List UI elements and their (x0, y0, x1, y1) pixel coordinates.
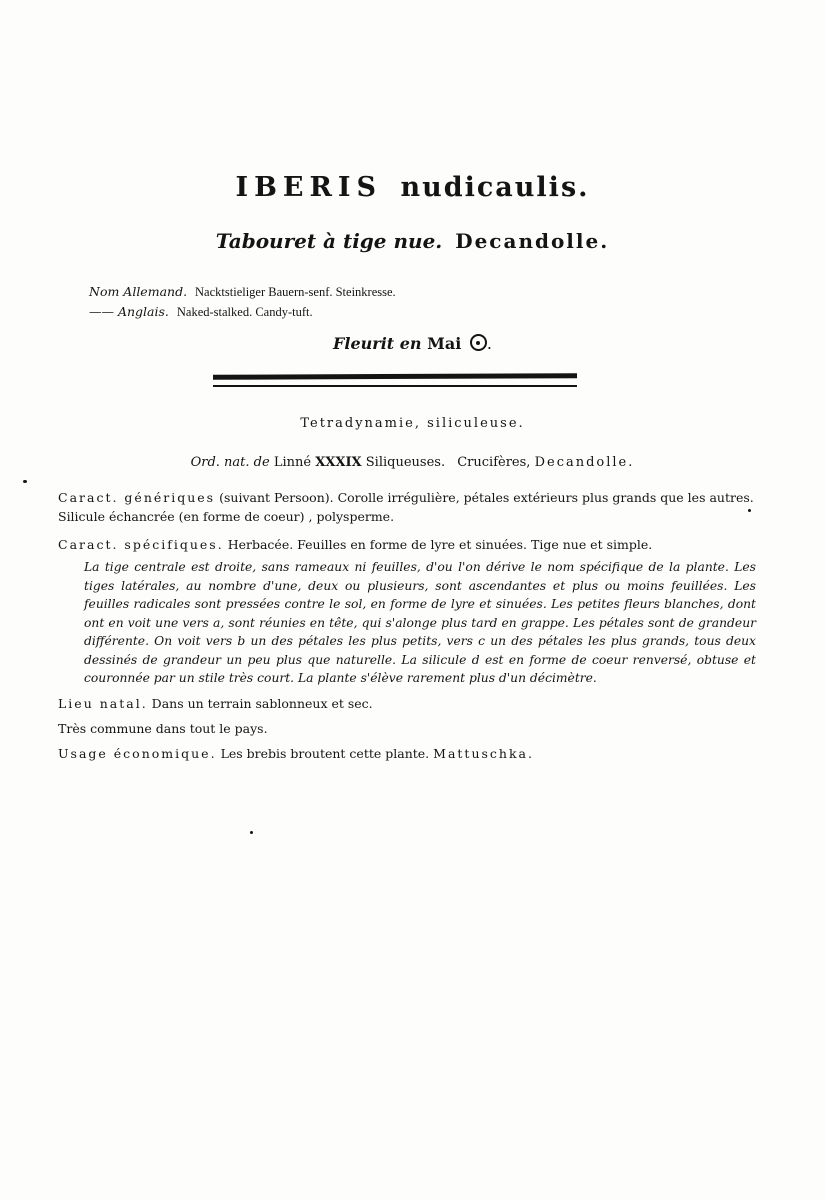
flowering-month: Mai (427, 334, 462, 353)
flowering-end: . (486, 334, 492, 353)
usage-author: Mattuschka. (433, 745, 534, 761)
order-linne: Linné (273, 455, 312, 470)
french-name: Tabouret à tige nue. (215, 229, 443, 253)
species-title (0, 172, 825, 203)
ink-speck (250, 831, 253, 834)
linnaean-class: Tetradynamie, siliculeuse. (300, 416, 525, 431)
species-epithet: nudicaulis. (400, 172, 590, 203)
ink-speck (23, 480, 27, 483)
thick-divider (213, 373, 577, 380)
habitat-text: Dans un terrain sablonneux et sec. (151, 695, 373, 711)
specific-label: Caract. spécifiques. (58, 537, 224, 552)
description-body (58, 488, 758, 769)
generic-label: Caract. génériques (58, 490, 216, 505)
frequency-line: Très commune dans tout le pays. (58, 720, 268, 736)
order-number: XXXIX (315, 455, 362, 470)
natural-order-line (0, 455, 825, 470)
usage-line (58, 744, 758, 763)
english-name-row (89, 302, 396, 322)
order-group: Siliqueuses. (365, 455, 446, 470)
flowering-line (0, 334, 825, 353)
order-label: Ord. nat. de (190, 455, 270, 470)
german-value: Nacktstieliger Bauern-senf. Steinkresse. (195, 285, 396, 299)
usage-label: Usage économique. (58, 745, 217, 761)
english-value: Naked-stalked. Candy-tuft. (176, 305, 313, 319)
genus-name: IBERIS (235, 172, 383, 203)
order-author: Decandolle. (534, 455, 635, 470)
habitat-label: Lieu natal. (58, 695, 148, 711)
plant-description: La tige centrale est droite, sans rameaux ni feuilles, d'ou l'on dérive le nom spécifique de la plante. Les tiges latérales, au nombre d'une, deux ou plusieurs, sont ascendantes et plus ou moins feuillées. Les feuilles radicales sont pressées contre le sol, en forme de lyre et sinuées. Les petites fleurs blanches, dont ont en voit une vers a, sont réunies en tête, qui s'alonge plus tard en grappe. Les pétales sont de grandeur différente. On voit vers b un des pétales les plus petits, vers c un des pétales les plus grands, tous deux dessinés de grandeur un peu plus que naturelle. La silicule d est en forme de coeur renversé, obtuse et couronnée par un stile très court. La plante s'élève rarement plus d'un décimètre. (84, 560, 756, 685)
generic-text: (suivant Persoon). Corolle irrégulière, pétales extérieurs plus grands que les autres. Silicule échancrée (en forme de coeur) , polysperme. (58, 490, 754, 524)
vernacular-names (89, 282, 396, 322)
english-label: —— Anglais. (89, 304, 169, 319)
german-name-row (89, 282, 396, 302)
french-name-line (0, 229, 825, 253)
flowering-label: Fleurit en (333, 334, 422, 353)
thin-divider (213, 385, 577, 387)
name-author: Decandolle. (455, 229, 610, 253)
order-family: Crucifères, (457, 455, 531, 470)
specific-text: Herbacée. Feuilles en forme de lyre et sinuées. Tige nue et simple. (227, 537, 653, 552)
ink-speck (748, 509, 751, 512)
german-label: Nom Allemand. (89, 284, 188, 299)
usage-text: Les brebis broutent cette plante. (220, 745, 430, 761)
specific-characters (58, 535, 758, 554)
annual-sun-symbol-icon (470, 334, 487, 351)
habitat-line (58, 694, 758, 713)
generic-characters (58, 488, 758, 526)
